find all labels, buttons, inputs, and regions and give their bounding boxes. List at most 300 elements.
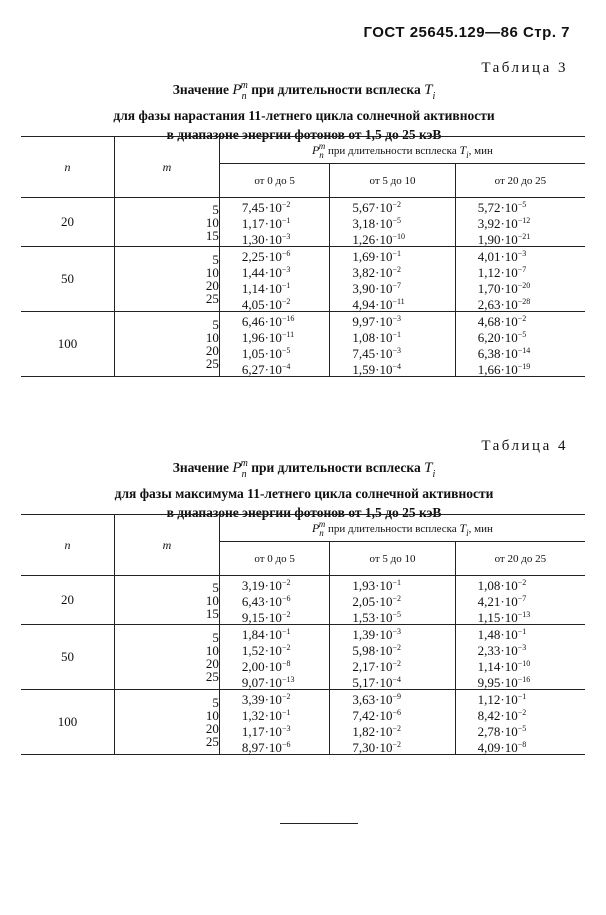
exponent: −2 (392, 200, 401, 209)
table-value (330, 576, 454, 592)
mantissa: 1,26·10 (352, 232, 393, 247)
exponent: −3 (281, 724, 291, 733)
exponent: −2 (392, 724, 401, 733)
col-header-span (219, 515, 585, 542)
mantissa: 3,92·10 (477, 216, 518, 231)
m-value: 5 (212, 317, 219, 332)
exponent: −1 (392, 578, 401, 587)
span-T (459, 142, 469, 160)
m-value: 10 (205, 592, 219, 608)
exponent: −20 (517, 281, 531, 290)
mantissa: 4,05·10 (241, 297, 282, 312)
exponent: −1 (517, 627, 527, 636)
t-sub: i (466, 149, 469, 160)
mantissa: 1,53·10 (352, 610, 393, 625)
exponent: −2 (281, 200, 291, 209)
cell-m (115, 247, 220, 312)
mantissa: 9,97·10 (352, 314, 393, 329)
table-row (21, 690, 585, 755)
exponent: −2 (281, 692, 291, 701)
exponent: −1 (517, 692, 527, 701)
mantissa: 6,20·10 (477, 330, 518, 345)
cell-values-c (455, 576, 585, 625)
mantissa: 6,27·10 (241, 362, 282, 377)
mantissa: 2,25·10 (241, 249, 282, 264)
exponent: −5 (517, 200, 527, 209)
table-value (330, 263, 454, 279)
table-value (456, 608, 585, 624)
table-value (456, 592, 585, 608)
exponent: −4 (392, 675, 401, 684)
table-value (220, 625, 330, 641)
mantissa: 1,17·10 (241, 724, 282, 739)
mantissa: 2,63·10 (477, 297, 518, 312)
table-value (220, 312, 330, 328)
m-value: 10 (205, 708, 219, 723)
m-value: 20 (205, 278, 219, 293)
table-value (330, 592, 454, 608)
table-value (220, 641, 330, 657)
table-value (330, 738, 454, 754)
col-header-range: от 0 до 5 (219, 164, 330, 198)
mantissa: 1,12·10 (477, 265, 518, 280)
exponent: −1 (392, 330, 401, 339)
exponent: −4 (281, 362, 291, 371)
table-value (456, 263, 585, 279)
cell-values-c (455, 625, 585, 690)
cell-values-c (455, 198, 585, 247)
exponent: −5 (517, 330, 527, 339)
table-3-title (40, 76, 568, 144)
exponent: −1 (281, 708, 291, 717)
exponent: −2 (392, 594, 401, 603)
table-value (330, 673, 454, 689)
mantissa: 1,08·10 (477, 578, 518, 593)
header-row (21, 515, 585, 542)
mantissa: 8,42·10 (477, 708, 518, 723)
t-letter: T (459, 520, 467, 535)
table-4-title (40, 454, 568, 522)
mantissa: 9,95·10 (477, 675, 518, 690)
m-value: 20 (205, 656, 219, 671)
cell-values-c (455, 247, 585, 312)
span-symbol (311, 140, 326, 160)
exponent: −7 (517, 265, 527, 274)
mantissa: 1,59·10 (352, 362, 393, 377)
table-value (220, 198, 330, 214)
exponent: −6 (281, 249, 291, 258)
mantissa: 7,30·10 (352, 740, 393, 755)
mantissa: 6,43·10 (241, 594, 282, 609)
table-value (456, 722, 585, 738)
exponent: −3 (281, 265, 291, 274)
mantissa: 1,14·10 (477, 659, 518, 674)
table-value (456, 657, 585, 673)
exponent: −7 (392, 281, 401, 290)
mantissa: 2,00·10 (241, 659, 282, 674)
mantissa: 2,17·10 (352, 659, 393, 674)
exponent: −8 (517, 740, 527, 749)
cell-values-b (330, 198, 455, 247)
m-value: 5 (212, 630, 219, 645)
table-value (330, 360, 454, 376)
p-sup: m (318, 140, 326, 151)
m-value: 5 (212, 695, 219, 710)
table-value (456, 214, 585, 230)
m-value: 5 (212, 579, 219, 595)
page-header: ГОСТ 25645.129—86 Стр. 7 (363, 24, 570, 41)
col-header-range: от 0 до 5 (219, 542, 330, 576)
table-value (330, 198, 454, 214)
exponent: −16 (281, 314, 295, 323)
m-value: 15 (205, 227, 219, 243)
table-value (220, 295, 330, 311)
table-value (220, 592, 330, 608)
exponent: −13 (281, 675, 295, 684)
table-3-title-line1: Значение $P_n^m$ при длительности всплеска $T_i$ (172, 80, 436, 102)
table-value (456, 328, 585, 344)
cell-m (115, 198, 220, 247)
p-letter: P (311, 520, 320, 535)
span-mid: при длительности всплеска (325, 522, 460, 535)
mantissa: 4,01·10 (477, 249, 518, 264)
table-head (21, 137, 585, 198)
mantissa: 1,52·10 (241, 643, 282, 658)
cell-values-a (219, 247, 330, 312)
exponent: −2 (392, 659, 401, 668)
col-header-range: от 5 до 10 (330, 164, 455, 198)
mantissa: 5,98·10 (352, 643, 393, 658)
m-value: 20 (205, 721, 219, 736)
table-3-label: Таблица 3 (481, 60, 568, 76)
cell-values-a (219, 690, 330, 755)
table-row (21, 625, 585, 690)
col-header-range: от 5 до 10 (330, 542, 455, 576)
mantissa: 1,12·10 (477, 692, 518, 707)
mantissa: 9,15·10 (241, 610, 282, 625)
table-4-title-line1: Значение $P_n^m$ при длительности всплеска $T_i$ (172, 458, 436, 480)
table-4-title-line3: в диапазоне энергии фотонов от 1,5 до 25 кэВ (166, 505, 442, 520)
exponent: −8 (281, 659, 291, 668)
mantissa: 2,78·10 (477, 724, 518, 739)
span-end: , мин (468, 144, 493, 157)
cell-values-b (330, 690, 455, 755)
mantissa: 3,90·10 (352, 281, 393, 296)
table-value (330, 295, 454, 311)
cell-values-a (219, 198, 330, 247)
mantissa: 4,21·10 (477, 594, 518, 609)
exponent: −11 (281, 330, 295, 339)
mantissa: 5,72·10 (477, 200, 518, 215)
exponent: −6 (392, 708, 401, 717)
table-value (220, 214, 330, 230)
cell-values-b (330, 576, 455, 625)
m-value: 25 (205, 669, 219, 684)
table-value (330, 690, 454, 706)
cell-values-a (219, 625, 330, 690)
mantissa: 4,94·10 (352, 297, 393, 312)
cell-n: 50 (21, 625, 115, 690)
exponent: −2 (392, 740, 401, 749)
m-value: 10 (205, 265, 219, 280)
table-row (21, 247, 585, 312)
cell-values-a (219, 312, 330, 377)
table-4-label: Таблица 4 (481, 438, 568, 454)
mantissa: 1,32·10 (241, 708, 282, 723)
exponent: −5 (392, 610, 401, 619)
span-T (459, 520, 469, 538)
exponent: −1 (281, 281, 291, 290)
span-symbol (311, 518, 326, 538)
exponent: −16 (517, 675, 531, 684)
exponent: −6 (281, 594, 291, 603)
span-mid: при длительности всплеска (325, 144, 460, 157)
mantissa: 4,09·10 (477, 740, 518, 755)
table-row (21, 576, 585, 625)
mantissa: 2,33·10 (477, 643, 518, 658)
exponent: −7 (517, 594, 527, 603)
table-value (456, 625, 585, 641)
table-value (330, 722, 454, 738)
table-value (330, 344, 454, 360)
exponent: −1 (392, 249, 401, 258)
table-value (330, 706, 454, 722)
mantissa: 1,48·10 (477, 627, 518, 642)
footer-rule (280, 823, 358, 824)
t-sub: i (466, 527, 469, 538)
table-value (220, 706, 330, 722)
cell-m (115, 625, 220, 690)
m-value: 10 (205, 214, 219, 230)
exponent: −1 (281, 216, 291, 225)
table-value (330, 608, 454, 624)
mantissa: 1,93·10 (352, 578, 393, 593)
table-head (21, 515, 585, 576)
mantissa: 1,84·10 (241, 627, 282, 642)
mantissa: 3,18·10 (352, 216, 393, 231)
span-end: , мин (468, 522, 493, 535)
table-value (456, 230, 585, 246)
exponent: −2 (517, 314, 527, 323)
mantissa: 1,39·10 (352, 627, 393, 642)
m-value: 25 (205, 734, 219, 749)
exponent: −9 (392, 692, 401, 701)
mantissa: 8,97·10 (241, 740, 282, 755)
mantissa: 3,19·10 (241, 578, 282, 593)
exponent: −3 (392, 346, 401, 355)
table-3-title-line3: в диапазоне энергии фотонов от 1,5 до 25 кэВ (166, 127, 442, 142)
mantissa: 1,14·10 (241, 281, 282, 296)
exponent: −2 (281, 297, 291, 306)
exponent: −11 (392, 297, 405, 306)
table-value (456, 673, 585, 689)
mantissa: 9,07·10 (241, 675, 282, 690)
table-value (220, 657, 330, 673)
cell-values-b (330, 625, 455, 690)
cell-values-c (455, 690, 585, 755)
table-value (456, 344, 585, 360)
mantissa: 7,42·10 (352, 708, 393, 723)
table-value (456, 295, 585, 311)
exponent: −21 (517, 232, 531, 241)
cell-n: 20 (61, 592, 75, 607)
table-value (220, 328, 330, 344)
p-sup: m (318, 518, 326, 529)
table-value (456, 690, 585, 706)
exponent: −3 (517, 643, 527, 652)
table-value (456, 312, 585, 328)
table-value (220, 263, 330, 279)
mantissa: 7,45·10 (352, 346, 393, 361)
table-value (330, 230, 454, 246)
table-row (21, 312, 585, 377)
cell-n: 20 (61, 214, 75, 229)
table-value (220, 673, 330, 689)
exponent: −5 (392, 216, 401, 225)
header-row (21, 137, 585, 164)
mantissa: 1,90·10 (477, 232, 518, 247)
mantissa: 5,67·10 (352, 200, 393, 215)
exponent: −28 (517, 297, 531, 306)
table-value (220, 247, 330, 263)
exponent: −4 (392, 362, 401, 371)
table-value (456, 198, 585, 214)
table-value (220, 360, 330, 376)
table-3 (21, 136, 585, 377)
table-value (456, 576, 585, 592)
mantissa: 2,05·10 (352, 594, 393, 609)
table-value (330, 641, 454, 657)
exponent: −12 (517, 216, 531, 225)
exponent: −2 (517, 708, 527, 717)
mantissa: 1,05·10 (241, 346, 282, 361)
table-body (21, 576, 585, 755)
p-sub: n (319, 527, 324, 538)
table-value (456, 641, 585, 657)
table-value (456, 360, 585, 376)
cell-values-b (330, 312, 455, 377)
table-row (21, 198, 585, 247)
table-value (220, 608, 330, 624)
col-header-m: m (115, 137, 220, 198)
cell-m (115, 312, 220, 377)
t-letter: T (459, 142, 467, 157)
table-value (330, 328, 454, 344)
exponent: −5 (281, 346, 291, 355)
mantissa: 4,68·10 (477, 314, 518, 329)
exponent: −19 (517, 362, 531, 371)
m-value: 25 (205, 356, 219, 371)
mantissa: 1,44·10 (241, 265, 282, 280)
table-value (220, 722, 330, 738)
mantissa: 1,70·10 (477, 281, 518, 296)
cell-n: 100 (21, 690, 115, 755)
table-value (456, 706, 585, 722)
mantissa: 1,17·10 (241, 216, 282, 231)
p-letter: P (311, 142, 320, 157)
exponent: −13 (517, 610, 531, 619)
table-value (456, 738, 585, 754)
exponent: −2 (281, 643, 291, 652)
table-value (220, 738, 330, 754)
exponent: −10 (517, 659, 531, 668)
table-value (220, 230, 330, 246)
mantissa: 3,82·10 (352, 265, 393, 280)
exponent: −6 (281, 740, 291, 749)
cell-n: 100 (21, 312, 115, 377)
mantissa: 6,46·10 (241, 314, 282, 329)
cell-values-b (330, 247, 455, 312)
col-header-range: от 20 до 25 (455, 164, 585, 198)
col-header-m: m (115, 515, 220, 576)
table-value (220, 576, 330, 592)
exponent: −2 (281, 610, 291, 619)
col-header-range: от 20 до 25 (455, 542, 585, 576)
col-header-n: n (21, 515, 115, 576)
mantissa: 1,96·10 (241, 330, 282, 345)
mantissa: 1,08·10 (352, 330, 393, 345)
exponent: −10 (392, 232, 405, 241)
table-4 (21, 514, 585, 755)
mantissa: 1,30·10 (241, 232, 282, 247)
col-header-n: n (21, 137, 115, 198)
table-value (330, 625, 454, 641)
table-value (330, 214, 454, 230)
table-value (456, 247, 585, 263)
table-body (21, 198, 585, 377)
mantissa: 5,17·10 (352, 675, 393, 690)
mantissa: 3,39·10 (241, 692, 282, 707)
table-value (220, 690, 330, 706)
table-3-title-line2: для фазы нарастания 11-летнего цикла солнечной активности (113, 108, 495, 123)
cell-values-a (219, 576, 330, 625)
mantissa: 7,45·10 (241, 200, 282, 215)
table-value (330, 312, 454, 328)
cell-m (115, 576, 220, 625)
cell-n: 50 (21, 247, 115, 312)
cell-m (115, 690, 220, 755)
m-value: 10 (205, 643, 219, 658)
mantissa: 1,15·10 (477, 610, 518, 625)
table-value (330, 279, 454, 295)
table-value (220, 279, 330, 295)
mantissa: 1,69·10 (352, 249, 393, 264)
exponent: −2 (517, 578, 527, 587)
mantissa: 1,82·10 (352, 724, 393, 739)
cell-values-c (455, 312, 585, 377)
table-4-title-line2: для фазы максимума 11-летнего цикла солнечной активности (114, 486, 494, 501)
m-value: 10 (205, 330, 219, 345)
m-value: 25 (205, 291, 219, 306)
table-value (456, 279, 585, 295)
exponent: −2 (281, 578, 291, 587)
table-value (330, 657, 454, 673)
exponent: −5 (517, 724, 527, 733)
table-value (330, 247, 454, 263)
p-sub: n (319, 149, 324, 160)
exponent: −14 (517, 346, 531, 355)
mantissa: 3,63·10 (352, 692, 393, 707)
exponent: −2 (392, 265, 401, 274)
m-value: 5 (212, 252, 219, 267)
mantissa: 1,66·10 (477, 362, 518, 377)
exponent: −3 (392, 314, 401, 323)
exponent: −3 (517, 249, 527, 258)
exponent: −3 (281, 232, 291, 241)
exponent: −3 (392, 627, 401, 636)
table-value (220, 344, 330, 360)
mantissa: 6,38·10 (477, 346, 518, 361)
